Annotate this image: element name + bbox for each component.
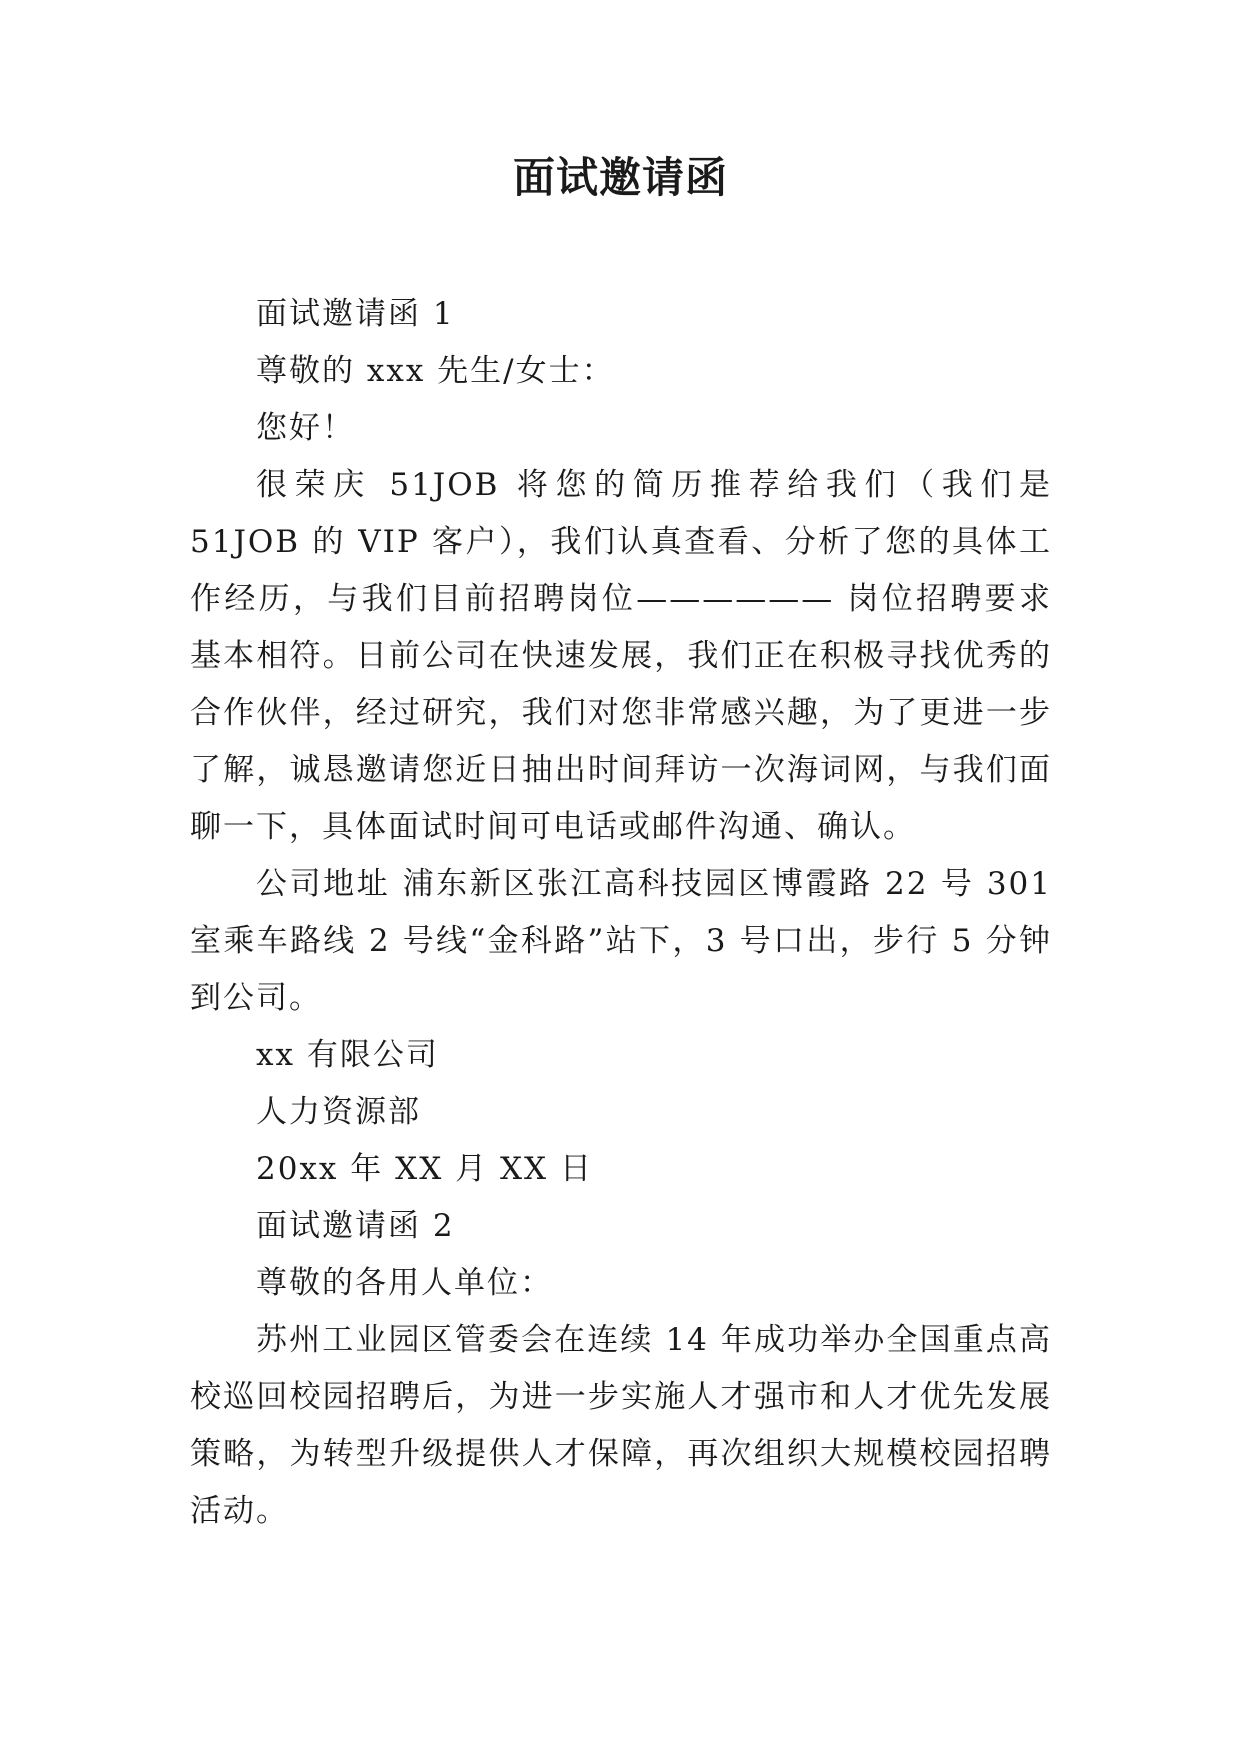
- body-paragraph-2: 苏州工业园区管委会在连续 14 年成功举办全国重点高校巡回校园招聘后，为进一步实施人才强市和人才优先发展策略，为转型升级提供人才保障，再次组织大规模校园招聘活动。: [190, 1322, 1052, 1529]
- signature-date: 20xx 年 XX 月 XX 日: [256, 1151, 593, 1187]
- section-heading-1: 面试邀请函 1: [256, 296, 455, 332]
- greeting: 您好！: [256, 410, 355, 446]
- signature-department: 人力资源部: [256, 1094, 421, 1130]
- salutation-2: 尊敬的各用人单位：: [256, 1265, 553, 1301]
- body-paragraph: 很荣庆 51JOB 将您的简历推荐给我们（我们是 51JOB 的 VIP 客户），我们认真查看、分析了您的具体工作经历，与我们目前招聘岗位—————— 岗位招聘要求基本相符。日前公司在快速发展，我们正在积极寻找优秀的合作伙伴，经过研究，我们对您非常感兴趣，为了更进一步了解，诚恳邀请您近日抽出时间拜访一次海词网，与我们面聊一下，具体面试时间可电话或邮件沟通、确认。: [190, 467, 1052, 845]
- salutation: 尊敬的 xxx 先生/女士：: [256, 353, 615, 389]
- signature-company: xx 有限公司: [256, 1037, 439, 1073]
- document-body: [190, 286, 1052, 1540]
- section-heading-2: 面试邀请函 2: [256, 1208, 455, 1244]
- document-title: 面试邀请函: [512, 153, 728, 202]
- address-paragraph: 公司地址 浦东新区张江高科技园区博霞路 22 号 301 室乘车路线 2 号线“金科路”站下，3 号口出，步行 5 分钟到公司。: [190, 866, 1052, 1016]
